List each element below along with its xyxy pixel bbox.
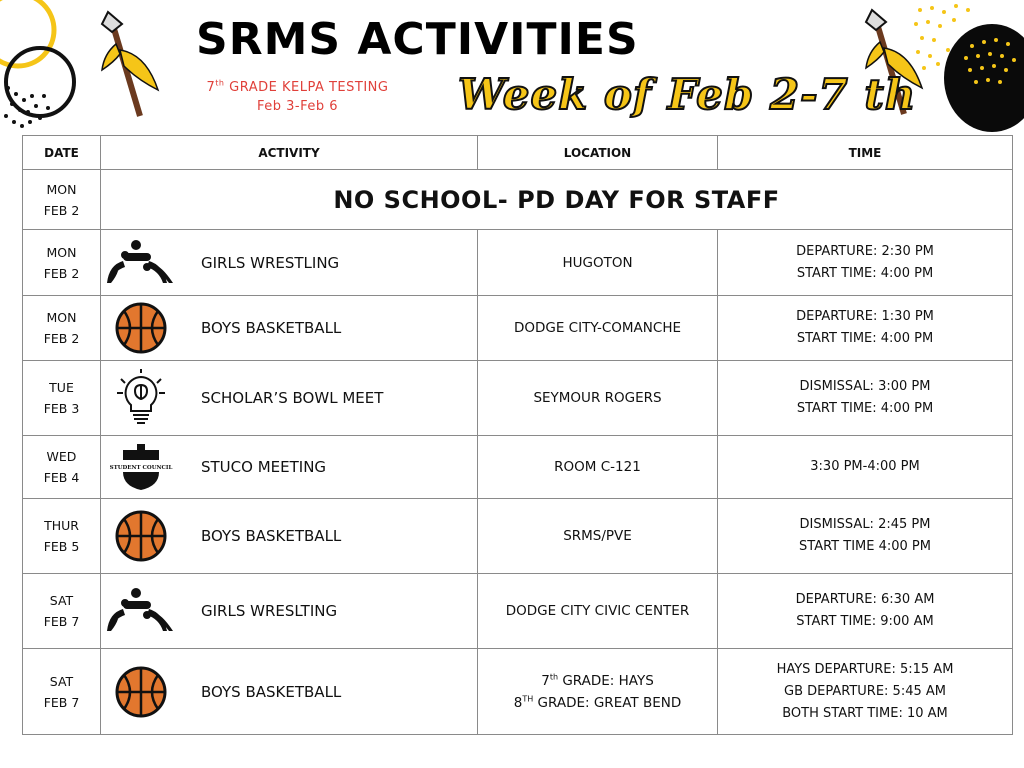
time-line-2: START TIME: 4:00 PM — [796, 265, 934, 281]
day-label: MON — [46, 244, 77, 260]
table-row — [23, 361, 1013, 436]
decorative-dots-right — [910, 0, 1024, 135]
table-row — [23, 574, 1013, 649]
time-line-1: DEPARTURE: 1:30 PM — [796, 309, 934, 324]
basketball-icon — [114, 509, 168, 563]
day-label: MON — [46, 181, 77, 197]
kelpa-testing-text: GRADE KELPA TESTING — [224, 80, 389, 95]
time-line-2: START TIME 4:00 PM — [799, 539, 931, 554]
activity-label: BOYS BASKETBALL — [201, 682, 342, 701]
time-line-1: DISMISSAL: 3:00 PM — [799, 379, 931, 394]
date-label: FEB 7 — [43, 694, 80, 710]
activity-label: BOYS BASKETBALL — [201, 319, 342, 337]
location-line-1 — [478, 670, 717, 692]
date-cell — [23, 499, 101, 574]
activity-cell — [101, 436, 478, 499]
student-council-icon — [109, 442, 173, 492]
location-text: GRADE: HAYS — [558, 672, 654, 689]
col-header-location: LOCATION — [478, 136, 718, 170]
kelpa-grade-suffix: th — [215, 78, 225, 88]
table-row-notice — [23, 170, 1013, 230]
grade-number: 7 — [541, 672, 550, 689]
activity-label: BOYS BASKETBALL — [201, 527, 342, 545]
location-text: GRADE: GREAT BEND — [533, 694, 682, 711]
location-line-2 — [478, 692, 717, 714]
time-line-1: DEPARTURE: 6:30 AM — [795, 592, 935, 607]
date-cell — [23, 296, 101, 361]
day-label: SAT — [49, 593, 74, 608]
time-line-2: START TIME: 4:00 PM — [796, 401, 934, 416]
time-cell — [718, 436, 1013, 499]
location-cell: DODGE CITY-COMANCHE — [478, 296, 718, 361]
activity-cell — [101, 361, 478, 436]
location-cell: HUGOTON — [478, 230, 718, 296]
activities-table — [22, 135, 1013, 735]
wrestling-icon — [105, 587, 177, 635]
date-cell — [23, 436, 101, 499]
table-row — [23, 436, 1013, 499]
no-school-notice: NO SCHOOL- PD DAY FOR STAFF — [101, 170, 1013, 230]
grade-suffix: TH — [522, 694, 534, 703]
col-header-date: DATE — [23, 136, 101, 170]
date-label: FEB 2 — [43, 202, 80, 218]
table-row — [23, 230, 1013, 296]
col-header-activity: ACTIVITY — [101, 136, 478, 170]
decorative-circles-left — [0, 0, 90, 140]
date-cell — [23, 361, 101, 436]
date-cell — [23, 574, 101, 649]
activity-cell — [101, 499, 478, 574]
table-row — [23, 649, 1013, 735]
activity-cell — [101, 649, 478, 735]
date-label: FEB 5 — [43, 539, 80, 554]
activity-label: GIRLS WRESLTING — [201, 602, 338, 620]
time-line-1: HAYS DEPARTURE: 5:15 AM — [776, 661, 954, 677]
time-cell — [718, 296, 1013, 361]
table-row — [23, 296, 1013, 361]
day-label: MON — [46, 310, 77, 325]
week-heading: Week of Feb 2-7 th — [458, 70, 917, 119]
time-cell — [718, 361, 1013, 436]
date-cell — [23, 170, 101, 230]
table-header-row — [23, 136, 1013, 170]
kelpa-testing-line — [180, 78, 415, 97]
time-cell — [718, 499, 1013, 574]
time-line-1: DEPARTURE: 2:30 PM — [796, 243, 934, 259]
kelpa-testing-note — [180, 78, 415, 116]
date-label: FEB 2 — [43, 265, 80, 281]
basketball-icon — [114, 301, 168, 355]
col-header-time: TIME — [718, 136, 1013, 170]
day-label: TUE — [49, 380, 74, 395]
time-line-3: BOTH START TIME: 10 AM — [782, 705, 948, 721]
time-line-1: 3:30 PM-4:00 PM — [810, 459, 920, 474]
activity-label: GIRLS WRESTLING — [201, 253, 340, 272]
activity-cell — [101, 574, 478, 649]
day-label: WED — [46, 449, 77, 464]
location-cell: ROOM C-121 — [478, 436, 718, 499]
time-cell — [718, 230, 1013, 296]
student-council-text: STUDENT COUNCIL — [109, 465, 173, 471]
kelpa-testing-dates: Feb 3-Feb 6 — [256, 99, 339, 114]
kelpa-grade-number: 7 — [206, 80, 216, 95]
date-label: FEB 2 — [43, 331, 80, 346]
time-cell — [718, 649, 1013, 735]
location-cell: SRMS/PVE — [478, 499, 718, 574]
arrow-feather-logo-left — [98, 10, 162, 120]
basketball-icon — [114, 665, 168, 719]
location-cell — [478, 649, 718, 735]
activity-label: STUCO MEETING — [201, 458, 327, 476]
table-row — [23, 499, 1013, 574]
day-label: THUR — [44, 518, 79, 533]
wrestling-icon — [105, 239, 177, 287]
lightbulb-brain-icon — [113, 369, 169, 427]
location-cell: SEYMOUR ROGERS — [478, 361, 718, 436]
time-line-2: START TIME: 4:00 PM — [796, 331, 934, 346]
date-label: FEB 4 — [43, 470, 80, 485]
time-line-2: START TIME: 9:00 AM — [796, 614, 934, 629]
date-cell — [23, 230, 101, 296]
time-line-1: DISMISSAL: 2:45 PM — [799, 517, 931, 532]
date-label: FEB 3 — [43, 401, 80, 416]
date-cell — [23, 649, 101, 735]
location-cell: DODGE CITY CIVIC CENTER — [478, 574, 718, 649]
day-label: SAT — [49, 673, 74, 689]
time-cell — [718, 574, 1013, 649]
activity-label: SCHOLAR’S BOWL MEET — [201, 389, 384, 407]
grade-number: 8 — [513, 694, 523, 711]
date-label: FEB 7 — [43, 614, 80, 629]
grade-suffix: th — [549, 672, 559, 681]
page-title: SRMS ACTIVITIES — [196, 14, 639, 65]
time-line-2: GB DEPARTURE: 5:45 AM — [784, 683, 946, 699]
activity-cell — [101, 230, 478, 296]
activity-cell — [101, 296, 478, 361]
